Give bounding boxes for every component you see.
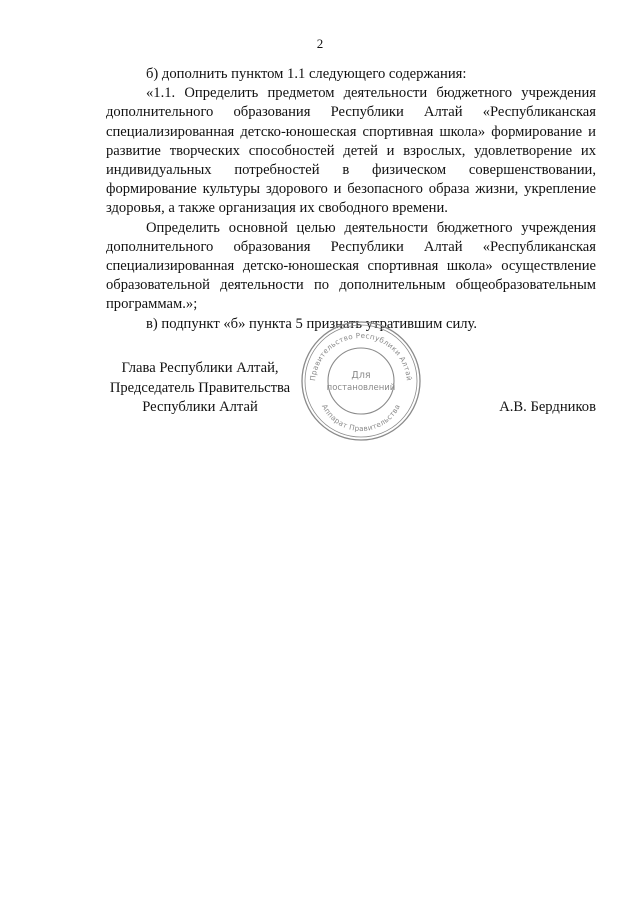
official-seal-stamp [298,318,424,444]
signatory-title-line: Республики Алтай [142,399,258,415]
page-number: 2 [316,36,324,51]
signatory-title-line: Глава Республики Алтай, [121,360,279,376]
document-body [106,65,596,334]
signatory-name: А.В. Бердников [499,399,596,415]
paragraph-amendment-v: в) подпункт «б» пункта 5 признать утратившим силу. [146,315,478,332]
paragraph-main-goal: Определить основной целью деятельности бюджетного учреждения дополнительного образования Республики Алтай «Республиканская специализированная детско-юношеская спортивная школа» осуществление образовательной деятельности по дополнительным общеобразовательным программам.»; [106,219,596,313]
paragraph-amendment-b: б) дополнить пунктом 1.1 следующего содержания: [146,66,467,82]
signatory-title-line: Председатель Правительства [109,379,291,396]
svg-text:Аппарат Правительства: Аппарат Правительства [320,402,402,434]
signatory-title [100,359,300,418]
paragraph-clause-1-1: «1.1. Определить предметом деятельности бюджетного учреждения дополнительного образования Республики Алтай «Республиканская специализированная детско-юношеская спортивная школа» формирование и развитие творческих способностей детей и взрослых, удовлетворение их индивидуальных потребностей в физическом совершенствовании, формирование культуры здорового и безопасного образа жизни, укрепление здоровья, а также организация их свободного времени. [106,85,596,217]
svg-text:Для: Для [351,370,371,381]
svg-text:постановлений: постановлений [326,383,396,393]
svg-text:Правительство Республики Алтай: Правительство Республики Алтай [308,330,414,382]
